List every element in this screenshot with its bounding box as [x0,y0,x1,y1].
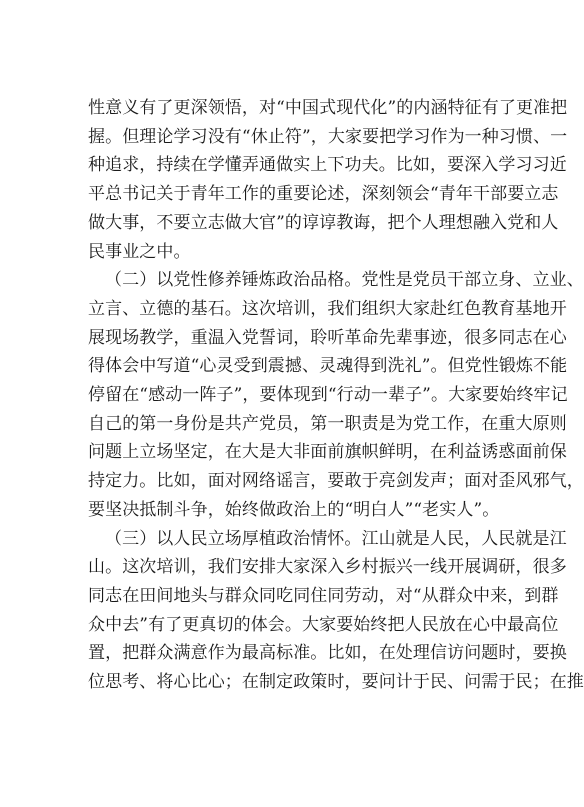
text-line: 握。但理论学习没有“休止符”，大家要把学习作为一种习惯、一 [88,126,568,147]
paragraph-2 [88,266,584,524]
text-line: 停留在“感动一阵子”，要体现到“行动一辈子”。大家要始终牢记 [88,385,568,406]
text-line: 展现场教学，重温入党誓词，聆听革命先辈事迹，很多同志在心 [88,327,567,348]
text-line: 立言、立德的基石。这次培训，我们组织大家赴红色教育基地开 [88,298,567,319]
text-line: 位思考、将心比心；在制定政策时，要问计于民、问需于民；在推 [88,672,584,693]
paragraph-1 [88,94,568,266]
text-line: 同志在田间地头与群众同吃同住同劳动，对“从群众中来，到群 [88,585,559,606]
text-line: 得体会中写道“心灵受到震撼、灵魂得到洗礼”。但党性锻炼不能 [88,356,568,377]
text-line: 性意义有了更深领悟，对“中国式现代化”的内涵特征有了更准把 [88,98,568,118]
text-line: 众中去”有了更真切的体会。大家要始终把人民放在心中最高位 [88,614,559,635]
paragraph-3 [88,525,584,697]
text-line: （二）以党性修养锤炼政治品格。党性是党员干部立身、立业、 [105,270,584,291]
text-line: 平总书记关于青年工作的重要论述，深刻领会“青年干部要立志 [88,184,559,205]
text-line: 要坚决抵制斗争，始终做政治上的“明白人”“老实人”。 [88,499,500,520]
text-line: （三）以人民立场厚植政治情怀。江山就是人民，人民就是江 [105,528,567,549]
text-line: 种追求，持续在学懂弄通做实上下功夫。比如，要深入学习习近 [88,155,567,176]
document-body [88,94,584,697]
text-line: 问题上立场坚定，在大是大非面前旗帜鲜明，在利益诱惑面前保 [88,442,567,463]
text-line: 置，把群众满意作为最高标准。比如，在处理信访问题时，要换 [88,643,567,664]
text-line: 持定力。比如，面对网络谣言，要敢于亮剑发声；面对歪风邪气， [88,471,584,492]
text-line: 民事业之中。 [88,241,191,262]
text-line: 自己的第一身份是共产党员，第一职责是为党工作，在重大原则 [88,413,567,434]
text-line: 山。这次培训，我们安排大家深入乡村振兴一线开展调研，很多 [88,557,567,578]
text-line: 做大事，不要立志做大官”的谆谆教诲，把个人理想融入党和人 [88,212,559,233]
